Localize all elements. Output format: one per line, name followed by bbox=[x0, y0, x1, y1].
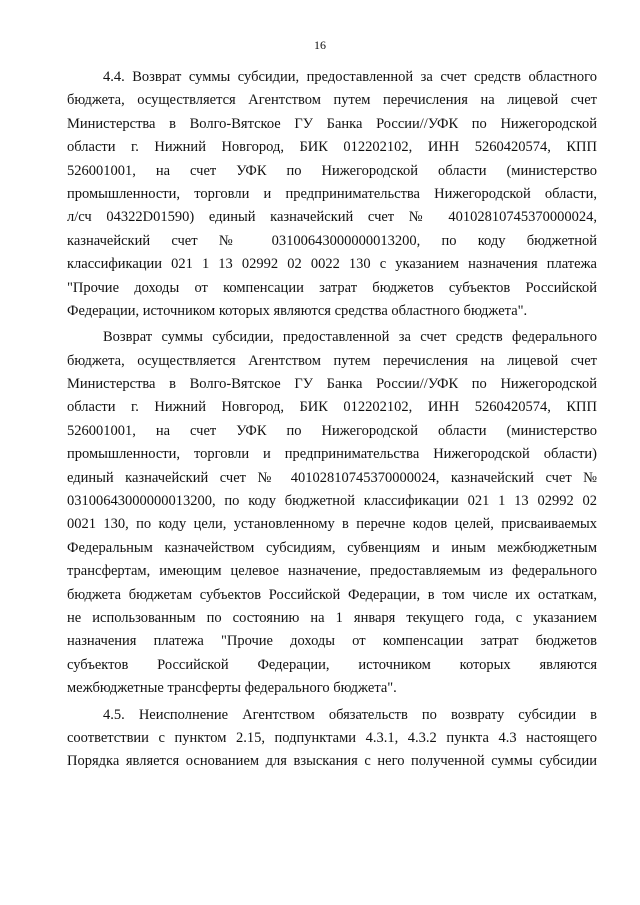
page-number: 16 bbox=[314, 38, 326, 52]
text-line: единый казначейский счет № 40102810745370000024, казначейский счет № bbox=[67, 469, 597, 486]
text-line: области г. Нижний Новгород, БИК 012202102, ИНН 5260420574, КПП bbox=[67, 139, 597, 156]
text-line: л/сч 04322D01590) единый казначейский счет № 40102810745370000024, bbox=[67, 209, 597, 226]
text-line: промышленности, торговли и предпринимательства Нижегородской области) bbox=[67, 446, 597, 463]
text-line: назначения платежа "Прочие доходы от компенсации затрат бюджетов bbox=[67, 633, 597, 650]
text-line: 03100643000000013200, по коду бюджетной классификации 021 1 13 02992 02 bbox=[67, 493, 597, 510]
document-body bbox=[67, 66, 597, 774]
text-line: классификации 021 1 13 02992 02 0022 130 с указанием назначения платежа bbox=[67, 256, 597, 273]
text-line: Министерства в Волго-Вятское ГУ Банка России//УФК по Нижегородской bbox=[67, 115, 597, 132]
text-line: 4.4. Возврат суммы субсидии, предоставленной за счет средств областного bbox=[103, 69, 597, 85]
text-line: трансфертам, имеющим целевое назначение, предоставляемым из федерального bbox=[67, 563, 597, 580]
text-line: субъектов Российской Федерации, источником которых являются bbox=[67, 656, 597, 673]
text-line: 526001001, на счет УФК по Нижегородской области (министерство bbox=[67, 162, 597, 179]
text-line: области г. Нижний Новгород, БИК 012202102, ИНН 5260420574, КПП bbox=[67, 399, 597, 416]
text-line: бюджета, осуществляется Агентством путем перечисления на лицевой счет bbox=[67, 352, 597, 369]
text-line: Федеральным казначейством субсидиям, субвенциям и иным межбюджетным bbox=[67, 539, 597, 556]
text-line: межбюджетные трансферты федерального бюджета". bbox=[67, 680, 397, 697]
text-line: промышленности, торговли и предпринимательства Нижегородской области, bbox=[67, 185, 597, 202]
paragraph-4-4 bbox=[67, 66, 597, 323]
text-line: бюджета бюджетам субъектов Российской Федерации, в том числе их остаткам, bbox=[67, 586, 597, 603]
text-line: не использованным по состоянию на 1 января текущего года, с указанием bbox=[67, 609, 597, 626]
text-line: бюджета, осуществляется Агентством путем перечисления на лицевой счет bbox=[67, 92, 597, 109]
paragraph-4-5 bbox=[67, 704, 597, 774]
text-line: Порядка является основанием для взыскания с него полученной суммы субсидии bbox=[67, 753, 597, 770]
text-line: Возврат суммы субсидии, предоставленной за счет средств федерального bbox=[103, 329, 597, 346]
text-line: "Прочие доходы от компенсации затрат бюджетов субъектов Российской bbox=[67, 279, 597, 296]
text-line: 526001001, на счет УФК по Нижегородской области (министерство bbox=[67, 422, 597, 439]
text-line: 4.5. Неисполнение Агентством обязательств по возврату субсидии в bbox=[103, 706, 597, 723]
text-line: соответствии с пунктом 2.15, подпунктами 4.3.1, 4.3.2 пункта 4.3 настоящего bbox=[67, 729, 597, 746]
text-line: 0021 130, по коду цели, установленному в перечне кодов целей, присваиваемых bbox=[67, 516, 597, 533]
paragraph-federal-return bbox=[67, 326, 597, 700]
text-line: Министерства в Волго-Вятское ГУ Банка России//УФК по Нижегородской bbox=[67, 376, 597, 393]
text-line: Федерации, источником которых являются средства областного бюджета". bbox=[67, 302, 528, 319]
text-line: казначейский счет № 03100643000000013200, по коду бюджетной bbox=[67, 232, 597, 249]
